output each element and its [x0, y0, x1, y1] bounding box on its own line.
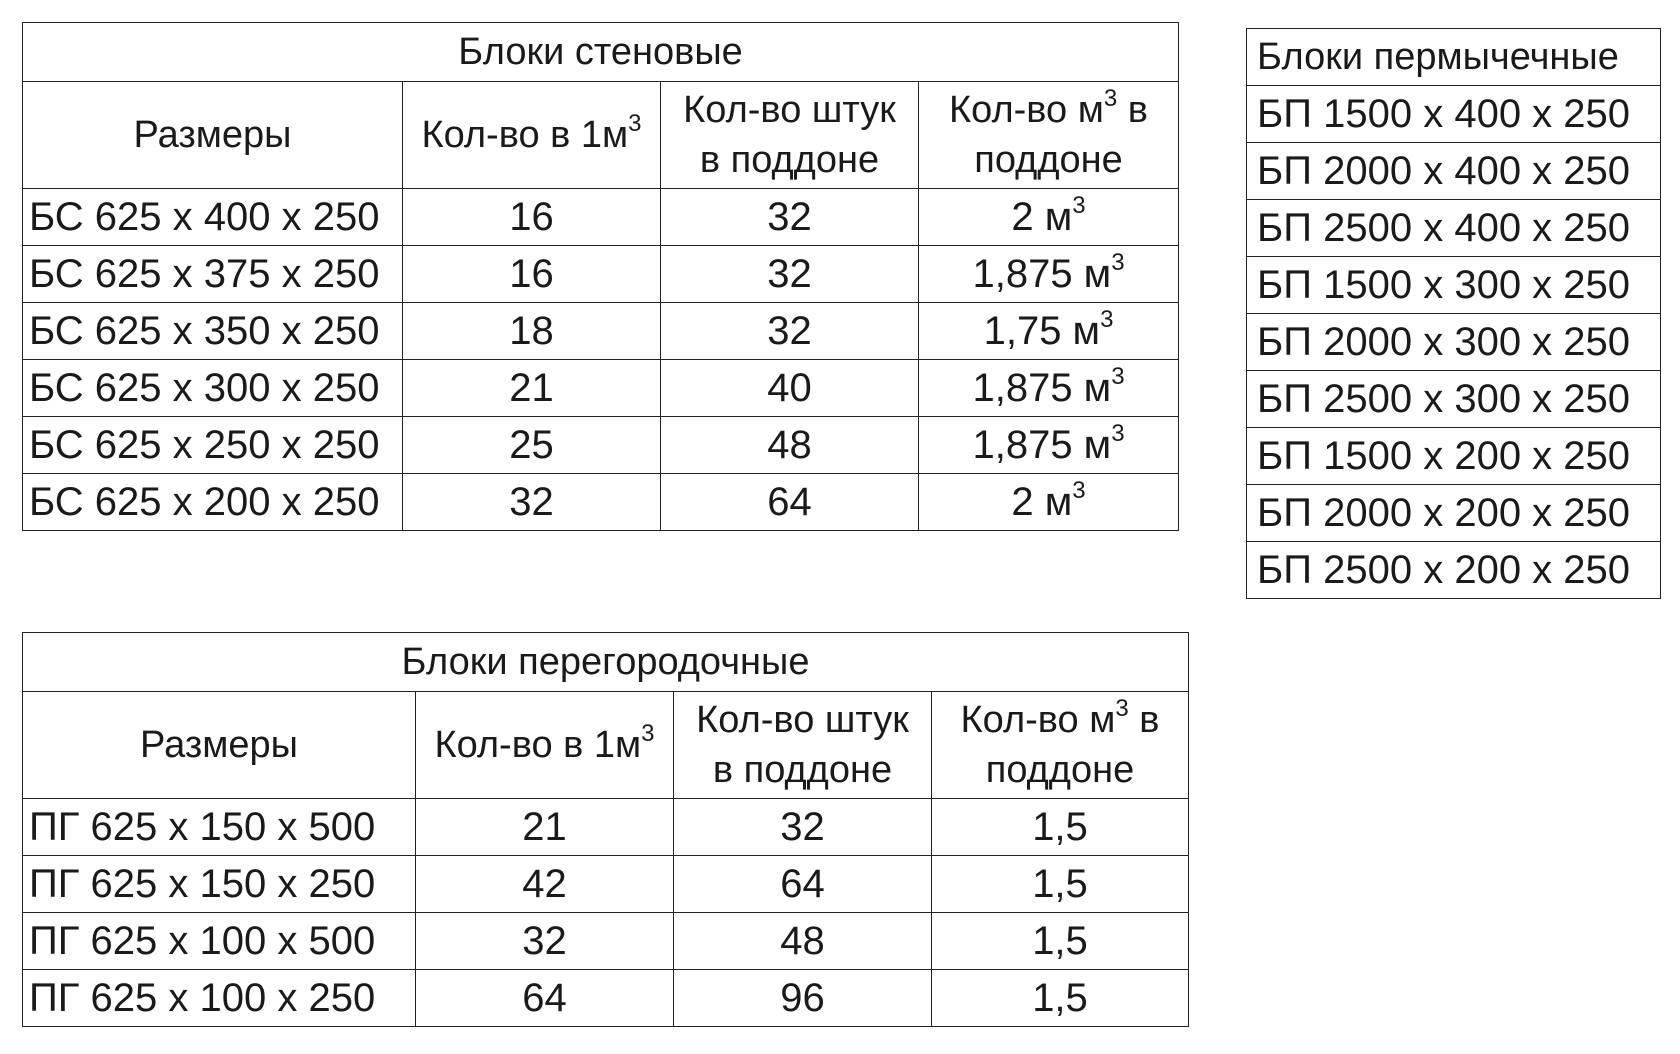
cell-per-m3: 18 [403, 303, 661, 360]
cell-volume: 2 $м^3$ [919, 189, 1179, 246]
cell-size: БП 2500 x 300 x 250 [1247, 371, 1661, 428]
cell-size: ПГ 625 x 150 x 500 [23, 799, 416, 856]
cell-size: БС 625 x 350 x 250 [23, 303, 403, 360]
cell-size: БС 625 x 250 x 250 [23, 417, 403, 474]
header-per-m3: Кол-во в $1м^3$ [403, 82, 661, 189]
table-row [23, 474, 1179, 531]
header-per-m3: Кол-во в $1м^3$ [416, 692, 674, 799]
cell-pieces: 96 [674, 970, 932, 1027]
cell-size: ПГ 625 x 150 x 250 [23, 856, 416, 913]
wall-blocks-table [22, 22, 1179, 531]
cell-size: БП 2500 x 400 x 250 [1247, 200, 1661, 257]
cell-size: БП 2000 x 300 x 250 [1247, 314, 1661, 371]
table-title-row [23, 633, 1189, 692]
cell-volume: 1,5 [932, 970, 1189, 1027]
table-header-row [23, 692, 1189, 799]
table-row [23, 913, 1189, 970]
table-row [1247, 200, 1661, 257]
cell-per-m3: 25 [403, 417, 661, 474]
table-row [1247, 428, 1661, 485]
lintel-blocks-table [1246, 28, 1661, 599]
cell-per-m3: 64 [416, 970, 674, 1027]
cell-size: ПГ 625 x 100 x 250 [23, 970, 416, 1027]
cell-size: БП 1500 x 300 x 250 [1247, 257, 1661, 314]
cell-pieces: 64 [674, 856, 932, 913]
cell-pieces: 32 [661, 246, 919, 303]
cell-volume: 1,875 $м^3$ [919, 417, 1179, 474]
table-row [23, 360, 1179, 417]
cell-size: ПГ 625 x 100 x 500 [23, 913, 416, 970]
header-pieces-per-pallet: Кол-во штук в поддоне [674, 692, 932, 799]
cell-pieces: 32 [661, 189, 919, 246]
cell-per-m3: 16 [403, 246, 661, 303]
partition-blocks-table [22, 632, 1189, 1027]
table-title-row [1247, 29, 1661, 86]
cell-size: БС 625 x 200 x 250 [23, 474, 403, 531]
cell-size: БП 2500 x 200 x 250 [1247, 542, 1661, 599]
header-size: Размеры [23, 692, 416, 799]
cell-pieces: 32 [674, 799, 932, 856]
cell-volume: 1,75 $м^3$ [919, 303, 1179, 360]
table-row [23, 189, 1179, 246]
table-row [1247, 86, 1661, 143]
table-row [23, 246, 1179, 303]
cell-size: БП 2000 x 400 x 250 [1247, 143, 1661, 200]
cell-per-m3: 32 [403, 474, 661, 531]
cell-pieces: 48 [674, 913, 932, 970]
cell-volume: 1,5 [932, 856, 1189, 913]
cell-volume: 2 $м^3$ [919, 474, 1179, 531]
cell-per-m3: 32 [416, 913, 674, 970]
table-row [23, 799, 1189, 856]
table-row [23, 417, 1179, 474]
cell-size: БП 1500 x 200 x 250 [1247, 428, 1661, 485]
cell-per-m3: 16 [403, 189, 661, 246]
table-title: Блоки стеновые [23, 23, 1179, 82]
header-size: Размеры [23, 82, 403, 189]
table-row [23, 303, 1179, 360]
cell-pieces: 32 [661, 303, 919, 360]
cell-size: БС 625 x 400 x 250 [23, 189, 403, 246]
header-pieces-per-pallet: Кол-во штук в поддоне [661, 82, 919, 189]
cell-pieces: 48 [661, 417, 919, 474]
cell-per-m3: 42 [416, 856, 674, 913]
cell-size: БС 625 x 300 x 250 [23, 360, 403, 417]
table-row [1247, 314, 1661, 371]
table-row [1247, 143, 1661, 200]
cell-per-m3: 21 [403, 360, 661, 417]
cell-pieces: 40 [661, 360, 919, 417]
table-title: Блоки пермычечные [1247, 29, 1661, 86]
cell-volume: 1,5 [932, 913, 1189, 970]
table-row [23, 856, 1189, 913]
cell-size: БС 625 x 375 x 250 [23, 246, 403, 303]
table-row [23, 970, 1189, 1027]
table-title-row [23, 23, 1179, 82]
cell-size: БП 1500 x 400 x 250 [1247, 86, 1661, 143]
cell-pieces: 64 [661, 474, 919, 531]
header-m3-per-pallet: Кол-во $м^3$ в поддоне [919, 82, 1179, 189]
cell-volume: 1,875 $м^3$ [919, 246, 1179, 303]
table-row [1247, 485, 1661, 542]
cell-volume: 1,5 [932, 799, 1189, 856]
table-header-row [23, 82, 1179, 189]
table-row [1247, 542, 1661, 599]
cell-size: БП 2000 x 200 x 250 [1247, 485, 1661, 542]
header-m3-per-pallet: Кол-во $м^3$ в поддоне [932, 692, 1189, 799]
table-row [1247, 371, 1661, 428]
cell-volume: 1,875 $м^3$ [919, 360, 1179, 417]
cell-per-m3: 21 [416, 799, 674, 856]
table-title: Блоки перегородочные [23, 633, 1189, 692]
table-row [1247, 257, 1661, 314]
